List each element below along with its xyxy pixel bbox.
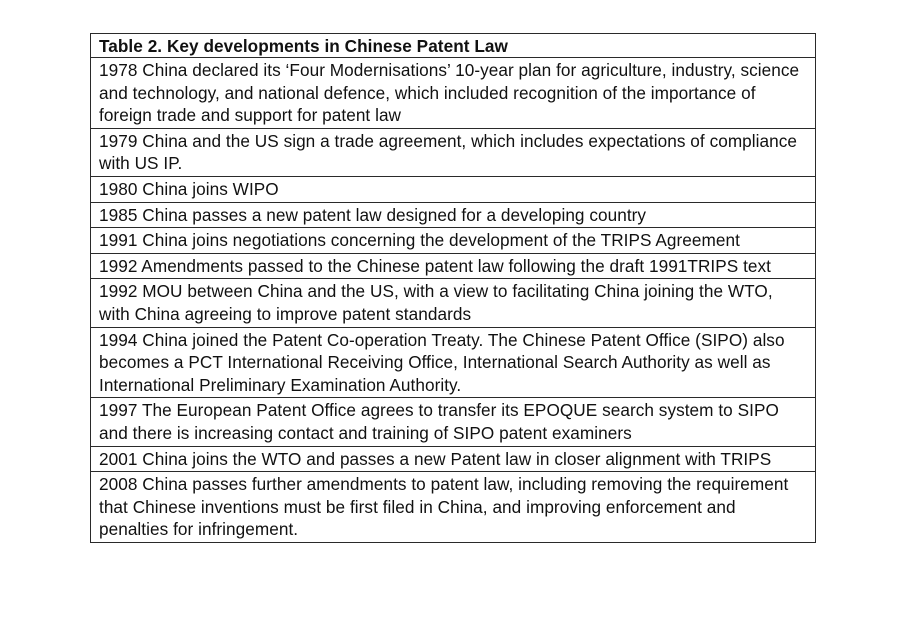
- table-cell-1992-amendments: 1992 Amendments passed to the Chinese patent law following the draft 1991TRIPS text: [91, 253, 816, 279]
- table-row: [91, 176, 816, 202]
- table-caption: Table 2. Key developments in Chinese Patent Law: [91, 34, 816, 58]
- table-cell-1979: 1979 China and the US sign a trade agreement, which includes expectations of compliance with US IP.: [91, 128, 816, 176]
- table-cell-1978: 1978 China declared its ‘Four Modernisations’ 10-year plan for agriculture, industry, science and technology, and national defence, which included recognition of the importance of foreign trade and support for patent law: [91, 58, 816, 129]
- table-cell-2008: 2008 China passes further amendments to patent law, including removing the requirement that Chinese inventions must be first filed in China, and improving enforcement and penalties for infringement.: [91, 472, 816, 543]
- table-cell-1985: 1985 China passes a new patent law designed for a developing country: [91, 202, 816, 228]
- table-row: [91, 202, 816, 228]
- table-row: [91, 128, 816, 176]
- developments-table: [90, 33, 816, 543]
- table-row: [91, 279, 816, 327]
- table-cell-1980: 1980 China joins WIPO: [91, 176, 816, 202]
- table-cell-1991: 1991 China joins negotiations concerning the development of the TRIPS Agreement: [91, 228, 816, 254]
- table-row: [91, 472, 816, 543]
- table-cell-1997: 1997 The European Patent Office agrees to transfer its EPOQUE search system to SIPO and there is increasing contact and training of SIPO patent examiners: [91, 398, 816, 446]
- table-row: [91, 58, 816, 129]
- table-row: [91, 327, 816, 398]
- developments-table-container: [90, 33, 816, 543]
- table-row: [91, 398, 816, 446]
- table-row: [91, 253, 816, 279]
- table-row: [91, 446, 816, 472]
- table-caption-row: [91, 34, 816, 58]
- table-cell-2001: 2001 China joins the WTO and passes a new Patent law in closer alignment with TRIPS: [91, 446, 816, 472]
- table-cell-1992-mou: 1992 MOU between China and the US, with a view to facilitating China joining the WTO, with China agreeing to improve patent standards: [91, 279, 816, 327]
- table-row: [91, 228, 816, 254]
- table-cell-1994: 1994 China joined the Patent Co-operation Treaty. The Chinese Patent Office (SIPO) also becomes a PCT International Receiving Office, International Search Authority as well as International Preliminary Examination Authority.: [91, 327, 816, 398]
